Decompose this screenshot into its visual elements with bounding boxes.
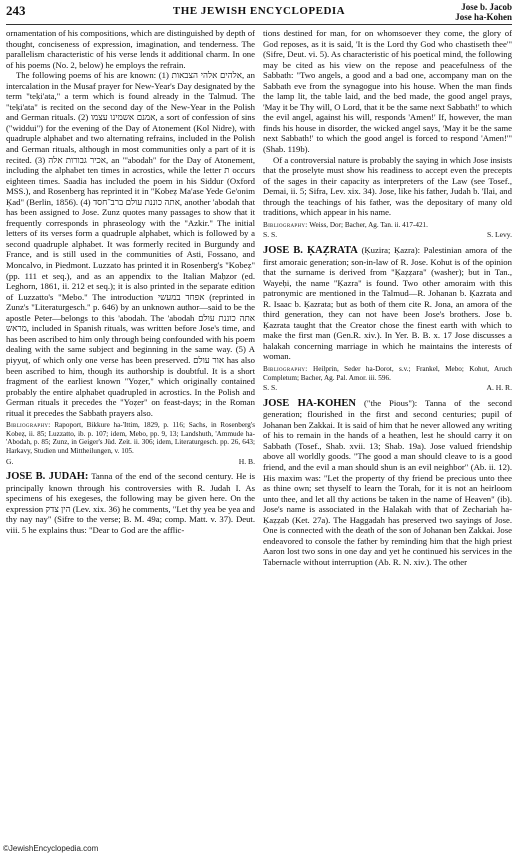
page-number: 243 (6, 3, 26, 18)
signature-line (263, 230, 512, 241)
category-mark: S. S. (263, 230, 278, 240)
paragraph: The following poems of his are known: (1) אלהים אלהי הצבאות, an intercalation in the Musaf prayer for New-Year's Day designated by the term "teḳi'ata," a term which is found already in the Talmud. The "teḳi'ata" is recited on the second day of the New-Year in the Polish and German rituals. (2) אמנם אשמינו עצמו, a sort of confession of sins ("widdui") for the evening of the Day of Atonement (Kol Nidre), with quadruple alphabet and two alternating refrains, included in the Polish and German rituals, although in most communities only a part of it is recited. (3) אכיר גבורות אלה, an "'abodah" for the Day of Atonement, including the alphabet ten times in acrostics, while the letter ת occurs eighteen times. Saadia has included the poem in his Siddur (Oxford MSS.), and Rosenberg has reprinted it in "Kobeẓ Ma'ase Yede Ge'onim Ḳad" (Berlin, 1856). (4) אתה כוננת עולם ברב־חסד, another 'abodah that has been assigned to Jose. Zunz quotes many passages to show that it frequently corresponds in phraseology with the "Azkir." The initial letters of its verses form a quadruple alphabet, which is followed by a second quadruple alphabet. It was formerly recited in Burgundy and France, and is still used in the communities of Asti, Fossano, and Moncalvo, in Piedmont. Luzzato has printed it in Rosenberg's "Kobeẓ" (pp. 111 et seq.), and as an appendix to the Italian Maḥzor (ed. Leghorn, 1861, ii. 212 et seq.); it is also printed in the separate edition of Luzzatto's "Mebo." The introduction אפחד במעשי (reprinted in Zunz's "Literaturgesch." p. 646) by an unknown author—said to be the apostle Peter—belongs to this 'abodah. The 'abodah אתה כוננת עולם מראש, included in Spanish rituals, was written before Jose's time, and has been ascribed to him only through being confounded with his poem dealing with the same subject and beginning in the same way. (5) A piyyuṭ, of which only one verse has been preserved. אור עולם has also been ascribed to him, though its authorship is doubtful. It is a short fragment of the earliest known "Yoẓer," which originally contained probably the entire alphabet quadrupled in acrostics. In the Polish and German rituals it precedes the "Yoẓer" on feast-days; in the Roman ritual it precedes the Sabbath prayers also. (6, 70, 255, 418)
entry-body: Tanna of the second generation; flourished in the first and second centuries; pupil of Johanan ben Zakkai. It is said of him that he never allowed any writing of his to remain in the hands of a heathen, lest he should carry it on Sabbath (Tosef., Shab. xvii. 13; Shab. 19a). Jose valued friendship above all worldly goods. "The good a man should cleave to is a good friend, and the evil a man should shun is an evil neighbor" (Ab. ii. 12). His maxim was: "Let the property of thy friend be precious unto thee as thine own; set thyself to learn the Torah, for it is not an heirloom unto thee, and let all thy actions be taken in the name of Heaven" (ib). Jose's name is associated in the Halakah with that of Zechariah ha-Ḳaẓẓab (Ket. 27a). The Haggadah has preserved two sayings of Jose. One is connected with the death of the son of Johanan ben Zakkai. Jose endeavored to console the father by reminding him that the high priest Aaron lost two sons in one day and yet he continued his services in the Tabernacle without interruption (Ab. R. N. xiv.). The other (263, 397, 512, 567)
signature-line (263, 383, 512, 394)
entry-jose-b-judah (6, 471, 255, 535)
running-head (455, 2, 512, 22)
running-head-last: Jose ha-Kohen (455, 12, 512, 22)
bibliography-label: Bibliography: (263, 365, 308, 373)
right-column (263, 28, 512, 836)
page-header (6, 2, 512, 25)
bibliography-label: Bibliography: (263, 220, 308, 229)
category-mark: S. S. (263, 383, 278, 393)
signature-line (6, 457, 255, 468)
category-mark: G. (6, 456, 14, 466)
bibliography-label: Bibliography: (6, 421, 51, 430)
entry-body: Tanna of the end of the second century. He is principally known through his controversies with R. Judah I. As specimens of his exegeses, the following may be given here. On the expression הין צדק (Lev. xix. 36) he comments, "Let thy yea be yea and thy nay nay" (Sifre to the verse; B. M. 49a; comp. Matt. v. 37). Deut. viii. 5 he explains thus: "Dear to God are the afflic- (6, 471, 255, 535)
entry-title-variants: (Ḳuzira; Ḳazra): (361, 244, 421, 255)
entry-jose-ha-kohen (263, 398, 512, 568)
author-name: S. Levy. (486, 230, 512, 240)
bibliography (263, 221, 512, 230)
footer-url: ©JewishEncyclopedia.com (3, 844, 99, 853)
paragraph: tions destined for man, for on whomsoever they come, the glory of God reposes, as it is said, 'It is the Lord thy God who chastiseth thee'" (Sifre, Deut. vi. 5). As characteristic of his poetical mind, the following may be cited as his view on the repose and peacefulness of the Sabbath: "Two angels, a good and a bad one, accompany man on the Sabbath eve from the synagogue into his house. When the man finds the lamp lit, the table laid, and the bed made, the good angel prays, 'May it be Thy will, O Lord, that it be the same next Sabbath!' to which the evil angel, against his will, responds 'Amen!' If, however, the man finds his house in disorder, the wicked angel says, 'May it be the same next Sabbath!' to which the good angel is forced to respond 'Amen!'" (Shab. 119b). (263, 28, 512, 155)
running-head-first: Jose b. Jacob (461, 2, 512, 12)
left-column (6, 28, 255, 836)
author-initials: H. B. (238, 456, 255, 466)
running-title: THE JEWISH ENCYCLOPEDIA (172, 5, 346, 17)
bibliography-text: Heilprin, Seder ha-Dorot, s.v.; Frankel, Mebo; Kohut, Aruch Completum; Bacher, Ag. Pal. Amor. iii. 596. (263, 365, 512, 382)
bibliography-text: Weiss, Dor; Bacher, Ag. Tan. ii. 417-421. (309, 220, 428, 229)
entry-jose-b-kazrata (263, 245, 512, 362)
bibliography-text: Rapoport, Bikkure ha-'Ittim, 1829, p. 116; Sachs, in Rosenberg's Kobeẓ, ii. 85; Luzzatto, ib. p. 107; idem, Mebo, pp. 9, 13; Landshuth, 'Ammude ha-'Abodah, p. 85; Zunz, in Geiger's Jüd. Zeit. ii. 306; idem, Literaturgesch. pp. 26, 643; Harkavy, Studien und Mittheilungen, v. 105. (6, 421, 255, 456)
entry-title: JOSE HA-KOHEN (263, 397, 357, 409)
paragraph: Of a controversial nature is probably the saying in which Jose insists that the proselyte must show his readiness to accept even the precepts of the sages in their capacity as interpreters of the Law (see Tosef., Demai, ii. 5; Sifra, Lev. xix. 34). Jose, like his father, Judah b. 'Ilai, and through the teachings of his father, was the depositary of many old traditions, which appear in his name. (263, 154, 512, 218)
entry-title: JOSE B. JUDAH: (6, 471, 89, 483)
bibliography (6, 421, 255, 455)
entry-title: JOSE B. ḲAẒRATA (263, 244, 358, 256)
author-initials: A. H. R. (486, 383, 512, 393)
entry-body: Palestinian amora of the first amoraic generation; son-in-law of R. Jose. Kohut is of the opinion that the surname is derived from "Ḳaẓẓara" (washer); but in Tan., Wayeḥi, the name "Ḳazra" is found. Two other amoraim with this patronymic are mentioned in the Talmud—R. Johanan b. Ḳazrata and R. Isaac b. Ḳazrata; but as both of them cite R. Jona, an amora of the third generation, they can not have been Jose's brothers. Jose b. Ḳazrata taught that the Creator chose the finest earth with which to make the first man (Gen.R. xiv.). In Yer. B. B. x. 17 Jose discusses a halakah concerning marriage in which he maintains the interests of woman. (263, 244, 512, 362)
paragraph: ornamentation of his compositions, which are distinguished by depth of thought, conciseness of expression, imagination, and tenderness. The parallelism characteristic of his verse lends it additional charm. In one of his poems (No. 2, below) he employs the refrain. (6, 28, 255, 70)
entry-title-epithet: ("the Pious"): (364, 397, 418, 408)
bibliography (263, 365, 512, 382)
